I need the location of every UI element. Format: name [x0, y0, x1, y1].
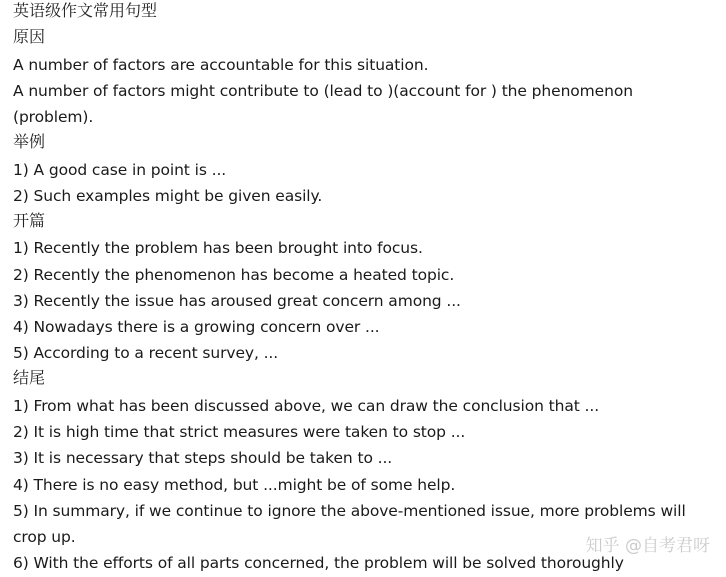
text-line: 2) It is high time that strict measures were taken to stop ... [13, 423, 466, 441]
section-heading-reasons: 原因 [13, 27, 46, 46]
text-line: 2) Such examples might be given easily. [13, 187, 323, 205]
text-line: 3) Recently the issue has aroused great concern among ... [13, 292, 461, 310]
text-line: 1) From what has been discussed above, we can draw the conclusion that ... [13, 397, 600, 415]
watermark: 知乎 @自考君呀 [585, 536, 710, 556]
text-line: A number of factors are accountable for this situation. [13, 56, 429, 74]
text-line: 2) Recently the phenomenon has become a heated topic. [13, 266, 455, 284]
text-line: 1) Recently the problem has been brought into focus. [13, 239, 423, 257]
text-line: 4) There is no easy method, but ...might be of some help. [13, 476, 456, 494]
text-line: 6) With the efforts of all parts concerned, the problem will be solved thoroughly [13, 554, 624, 572]
text-line: 3) It is necessary that steps should be taken to ... [13, 449, 393, 467]
text-line: crop up. [13, 528, 76, 546]
section-heading-opening: 开篇 [13, 211, 46, 230]
text-line: 5) In summary, if we continue to ignore the above-mentioned issue, more problems will [13, 502, 686, 520]
section-heading-conclusion: 结尾 [13, 368, 46, 387]
text-line: (problem). [13, 108, 94, 126]
text-line: 1) A good case in point is ... [13, 161, 227, 179]
section-heading-examples: 举例 [13, 132, 46, 151]
text-line: 4) Nowadays there is a growing concern over ... [13, 318, 380, 336]
text-line: A number of factors might contribute to (lead to )(account for ) the phenomenon [13, 82, 633, 100]
text-line: 5) According to a recent survey, ... [13, 344, 279, 362]
document-title: 英语级作文常用句型 [13, 1, 158, 20]
